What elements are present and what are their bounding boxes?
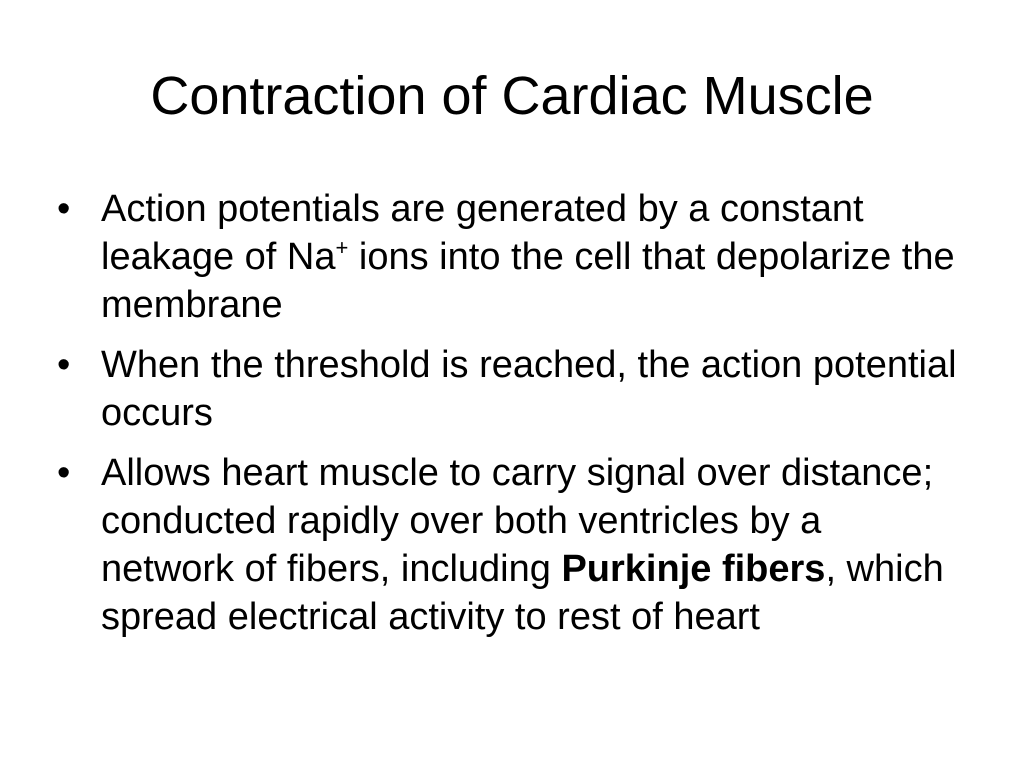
bullet-item	[57, 449, 957, 641]
bold-term: Purkinje fibers	[561, 548, 826, 590]
slide-title: Contraction of Cardiac Muscle	[150, 66, 874, 126]
bullet-text-continued: , which spread electrical activity to rest of heart	[101, 548, 944, 638]
bullet-text: When the threshold is reached, the action potential occurs	[101, 344, 957, 434]
superscript-plus: +	[335, 235, 349, 260]
bullet-dot: •	[57, 344, 71, 386]
bullet-dot: •	[57, 188, 71, 230]
bullet-item	[57, 341, 957, 437]
bullet-text-continued: ions into the cell that depolarize the membrane	[101, 236, 955, 326]
bullet-dot: •	[57, 452, 71, 494]
bullet-text: Action potentials are generated by a constant leakage of Na	[101, 188, 864, 278]
bullet-text: Allows heart muscle to carry signal over distance; conducted rapidly over both ventricles by a network of fibers, including	[101, 452, 934, 590]
bullet-item	[57, 185, 957, 329]
bullet-list	[57, 185, 957, 653]
